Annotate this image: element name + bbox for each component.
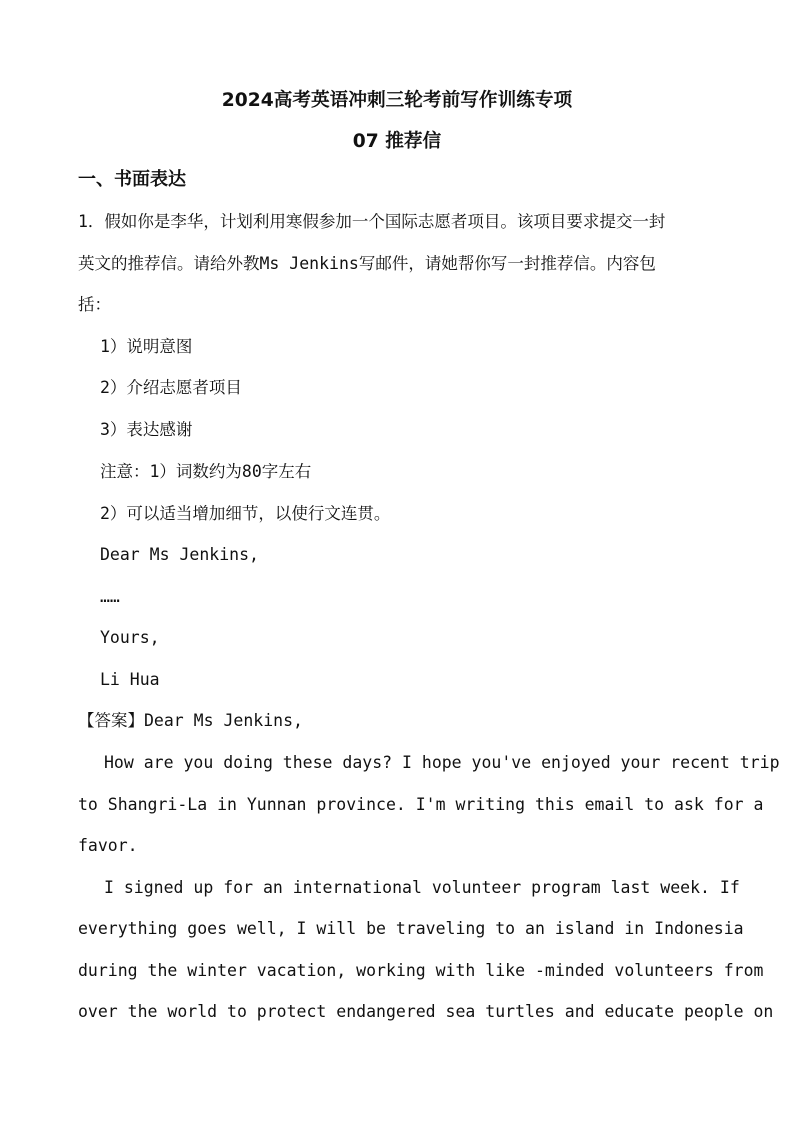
document-subtitle: 07 推荐信 bbox=[352, 131, 442, 152]
answer-line: to Shangri-La in Yunnan province. I'm writing this email to ask for a bbox=[78, 795, 764, 814]
question-line-3: 括： bbox=[78, 295, 111, 314]
answer-line: everything goes well, I will be traveling to an island in Indonesia bbox=[78, 919, 744, 938]
answer-line: How are you doing these days? I hope you've enjoyed your recent trip bbox=[104, 753, 780, 772]
question-note-2: 2）可以适当增加细节，以使行文连贯。 bbox=[100, 504, 391, 523]
letter-signature: Li Hua bbox=[100, 670, 160, 689]
letter-greeting: Dear Ms Jenkins, bbox=[100, 545, 259, 564]
question-point: 3）表达感谢 bbox=[100, 420, 193, 439]
answer-label-line: 【答案】Dear Ms Jenkins, bbox=[78, 711, 303, 730]
question-line-2: 英文的推荐信。请给外教Ms Jenkins写邮件，请她帮你写一封推荐信。内容包 bbox=[78, 254, 656, 273]
section-heading: 一、书面表达 bbox=[78, 169, 186, 190]
question-line-1: 1．假如你是李华，计划利用寒假参加一个国际志愿者项目。该项目要求提交一封 bbox=[78, 212, 666, 231]
answer-line: over the world to protect endangered sea turtles and educate people on bbox=[78, 1002, 774, 1021]
question-note-1: 注意：1）词数约为80字左右 bbox=[100, 462, 312, 481]
question-point: 2）介绍志愿者项目 bbox=[100, 378, 242, 397]
answer-line: during the winter vacation, working with like -minded volunteers from bbox=[78, 961, 764, 980]
letter-closing: Yours, bbox=[100, 628, 160, 647]
answer-line: I signed up for an international volunteer program last week. If bbox=[104, 878, 740, 897]
answer-line: favor. bbox=[78, 836, 138, 855]
document-title: 2024高考英语冲刺三轮考前写作训练专项 bbox=[221, 90, 573, 111]
question-point: 1）说明意图 bbox=[100, 337, 193, 356]
letter-ellipsis: …… bbox=[100, 587, 120, 606]
